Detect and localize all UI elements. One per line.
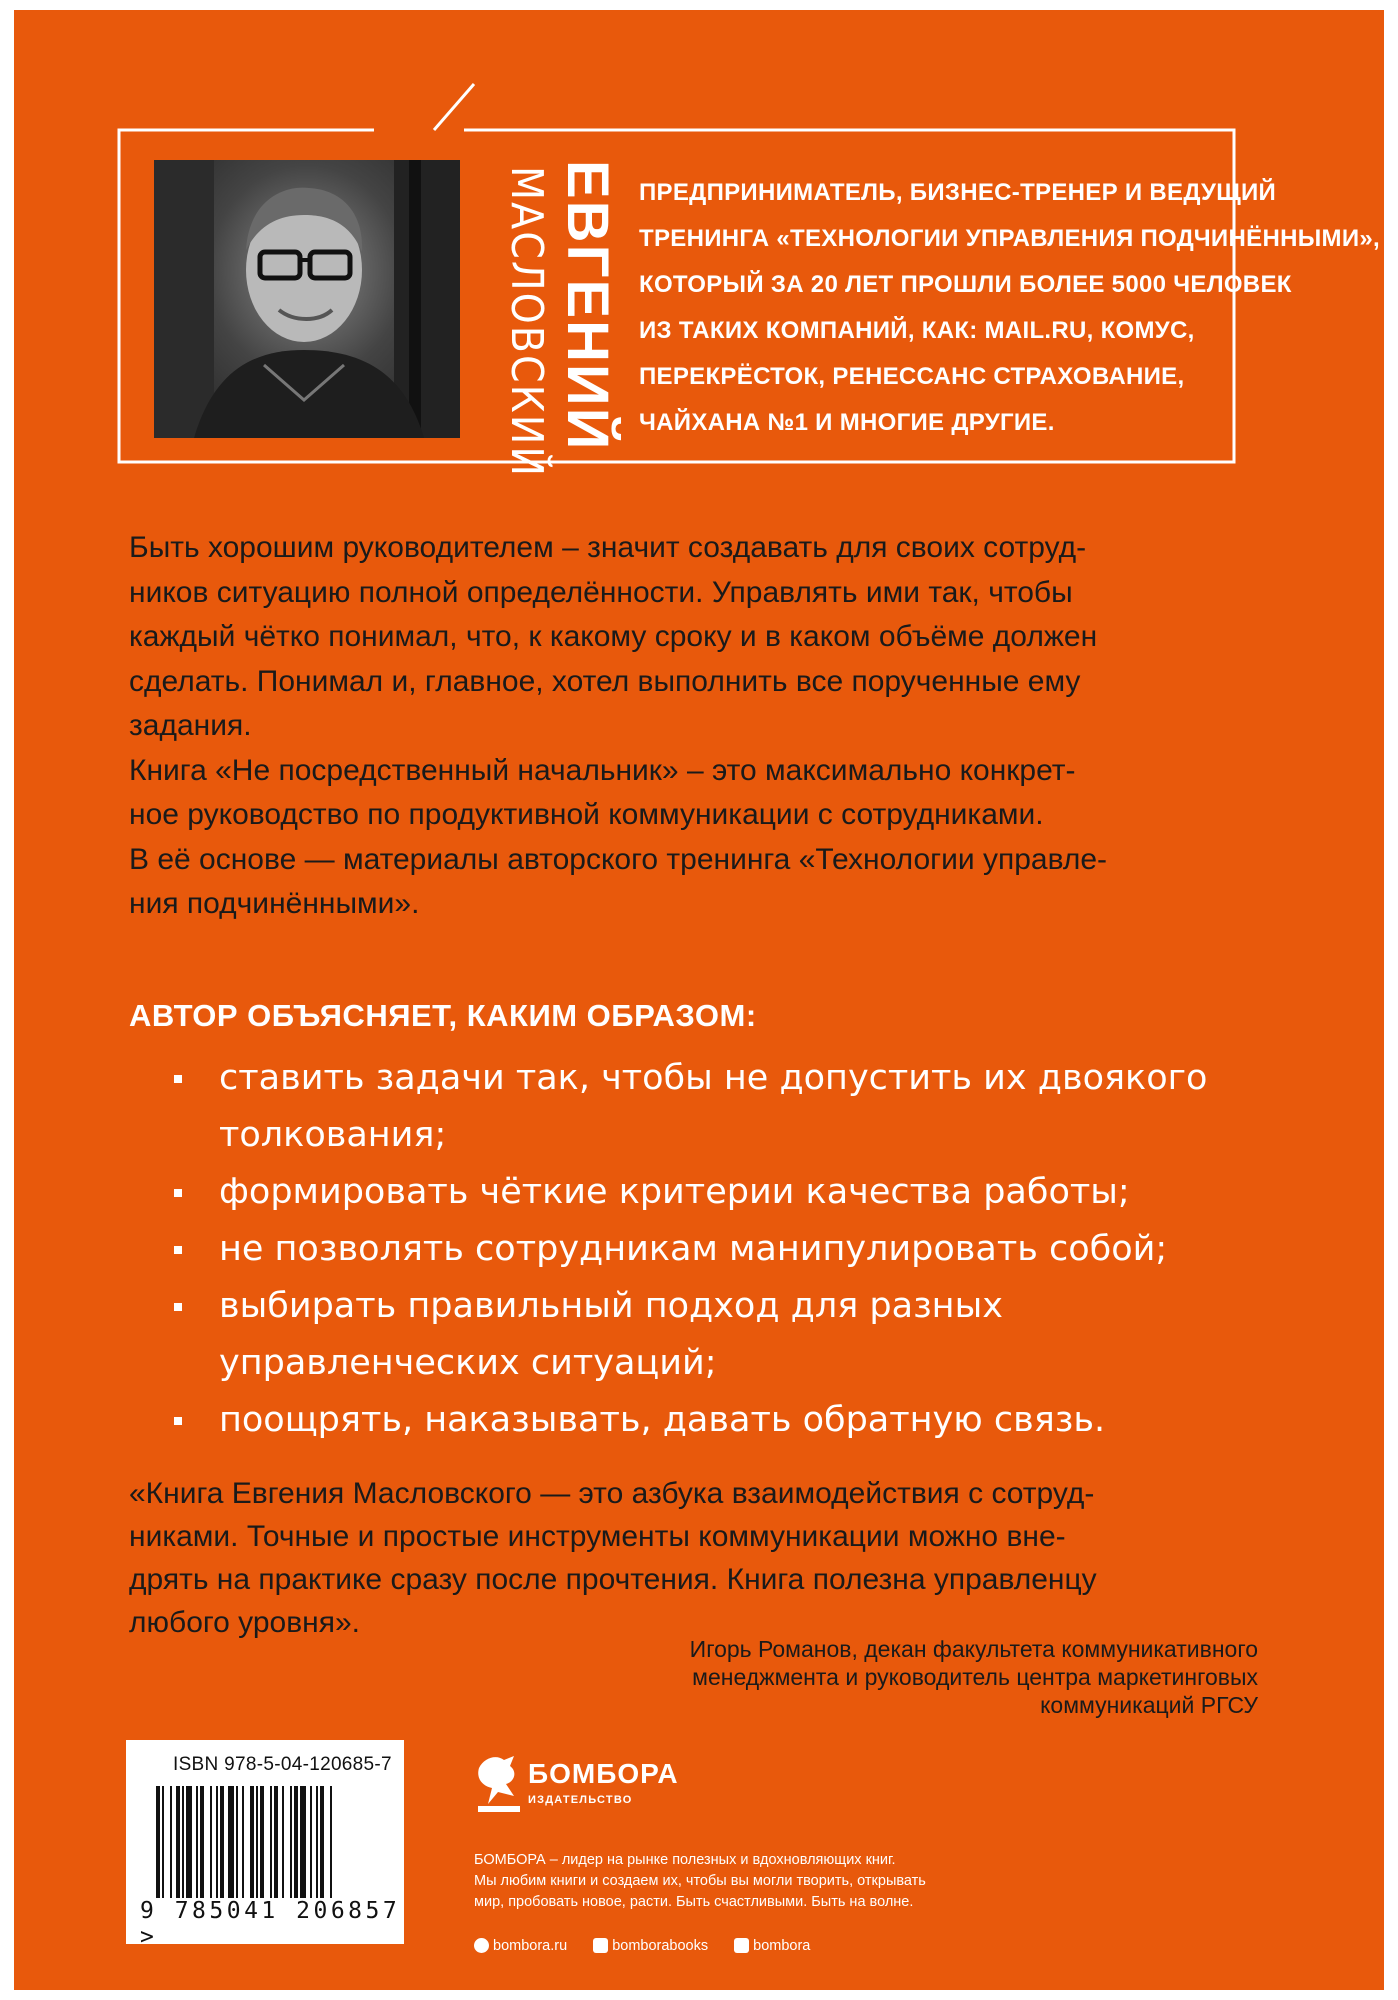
list-item-line: формировать чёткие критерии качества работы; <box>219 1172 1130 1212</box>
isbn-label: ISBN 978-5-04-120685-7 <box>173 1754 392 1775</box>
social-website[interactable] <box>474 1938 567 1954</box>
list-item <box>174 1050 1274 1164</box>
attribution-line: менеджмента и руководитель центра маркетинговых <box>692 1664 1258 1690</box>
description-paragraph <box>129 749 1269 927</box>
quote-line: никами. Точные и простые инструменты коммуникации можно вне- <box>129 1520 1066 1553</box>
attribution-line: Игорь Романов, декан факультета коммуникативного <box>689 1636 1258 1662</box>
list-item-line: поощрять, наказывать, давать обратную связь. <box>219 1400 1106 1440</box>
bio-line: ИЗ ТАКИХ КОМПАНИЙ, КАК: MAIL.RU, КОМУС, <box>639 317 1195 344</box>
quote-line: любого уровня». <box>129 1606 360 1639</box>
bio-line: ПЕРЕКРЁСТОК, РЕНЕССАНС СТРАХОВАНИЕ, <box>639 363 1185 390</box>
description-line: ния подчинёнными». <box>129 887 420 920</box>
publisher-description <box>474 1850 1034 1913</box>
bio-line: ЧАЙХАНА №1 И МНОГИЕ ДРУГИЕ. <box>639 409 1055 436</box>
publisher-name: БОМБОРА <box>528 1758 679 1789</box>
explains-list <box>174 1050 1274 1449</box>
publisher-line: мир, пробовать новое, расти. Быть счастливыми. Быть на волне. <box>474 1894 914 1910</box>
author-last-name: МАСЛОВСКИЙ <box>501 166 552 478</box>
author-name <box>474 160 624 478</box>
explains-heading: АВТОР ОБЪЯСНЯЕТ, КАКИМ ОБРАЗОМ: <box>129 998 757 1033</box>
social-label: bombora <box>753 1938 811 1955</box>
publisher-line: БОМБОРА – лидер на рынке полезных и вдохновляющих книг. <box>474 1852 896 1868</box>
book-description <box>129 526 1269 927</box>
isbn-barcode <box>126 1740 404 1950</box>
bio-line: ТРЕНИНГА «ТЕХНОЛОГИИ УПРАВЛЕНИЯ ПОДЧИНЁННЫМИ», <box>639 225 1380 252</box>
description-paragraph <box>129 526 1269 749</box>
list-item-line: не позволять сотрудникам манипулировать собой; <box>219 1229 1168 1269</box>
social-vk[interactable] <box>593 1938 708 1954</box>
quote-line: «Книга Евгения Масловского — это азбука взаимодействия с сотруд- <box>129 1477 1095 1510</box>
description-line: Книга «Не посредственный начальник» – это максимально конкрет- <box>129 753 1076 787</box>
author-bio <box>639 170 1380 446</box>
list-item <box>174 1164 1274 1221</box>
list-item <box>174 1392 1274 1449</box>
social-telegram[interactable] <box>734 1938 810 1954</box>
publisher-logo <box>474 1748 714 1828</box>
telegram-icon <box>734 1938 749 1953</box>
publisher-subtitle: ИЗДАТЕЛЬСТВО <box>528 1794 633 1806</box>
description-line: каждый чётко понимал, что, к какому сроку и в каком объёме должен <box>129 620 1098 653</box>
author-photo <box>154 160 460 438</box>
publisher-socials <box>474 1938 832 1954</box>
vk-icon <box>593 1938 608 1953</box>
list-item-line: выбирать правильный подход для разных <box>219 1286 1003 1326</box>
social-label: bomborabooks <box>612 1938 709 1955</box>
bio-line: КОТОРЫЙ ЗА 20 ЛЕТ ПРОШЛИ БОЛЕЕ 5000 ЧЕЛОВЕК <box>639 271 1292 298</box>
list-item-line: толкования; <box>219 1115 447 1155</box>
description-line: Быть хорошим руководителем – значит создавать для своих сотруд- <box>129 531 1087 564</box>
book-back-cover <box>14 10 1384 1990</box>
description-line: В её основе — материалы авторского тренинга «Технологии управле- <box>129 842 1108 876</box>
list-item <box>174 1221 1274 1278</box>
bio-line: ПРЕДПРИНИМАТЕЛЬ, БИЗНЕС-ТРЕНЕР И ВЕДУЩИЙ <box>639 179 1277 206</box>
attribution-line: коммуникаций РГСУ <box>1040 1692 1258 1718</box>
list-item <box>174 1278 1274 1392</box>
barcode-digits: 9 785041 206857 > <box>140 1898 401 1950</box>
list-item-line: управленческих ситуаций; <box>219 1343 717 1383</box>
review-quote <box>129 1472 1259 1644</box>
description-line: ников ситуацию полной определённости. Управлять ими так, чтобы <box>129 575 1073 609</box>
publisher-line: Мы любим книги и создаем их, чтобы вы могли творить, открывать <box>474 1873 926 1889</box>
quote-line: дрять на практике сразу после прочтения. Книга полезна управленцу <box>129 1563 1097 1596</box>
author-first-name: ЕВГЕНИЙ <box>555 160 620 452</box>
globe-icon <box>474 1938 489 1953</box>
description-line: сделать. Понимал и, главное, хотел выполнить все порученные ему <box>129 664 1081 698</box>
quote-attribution <box>458 1635 1258 1719</box>
barcode-bars <box>156 1786 382 1898</box>
description-line: ное руководство по продуктивной коммуникации с сотрудниками. <box>129 798 1044 831</box>
social-label: bombora.ru <box>493 1938 568 1955</box>
description-line: задания. <box>129 709 252 742</box>
list-item-line: ставить задачи так, чтобы не допустить их двоякого <box>219 1058 1208 1098</box>
bombora-logo-icon <box>474 1748 524 1818</box>
